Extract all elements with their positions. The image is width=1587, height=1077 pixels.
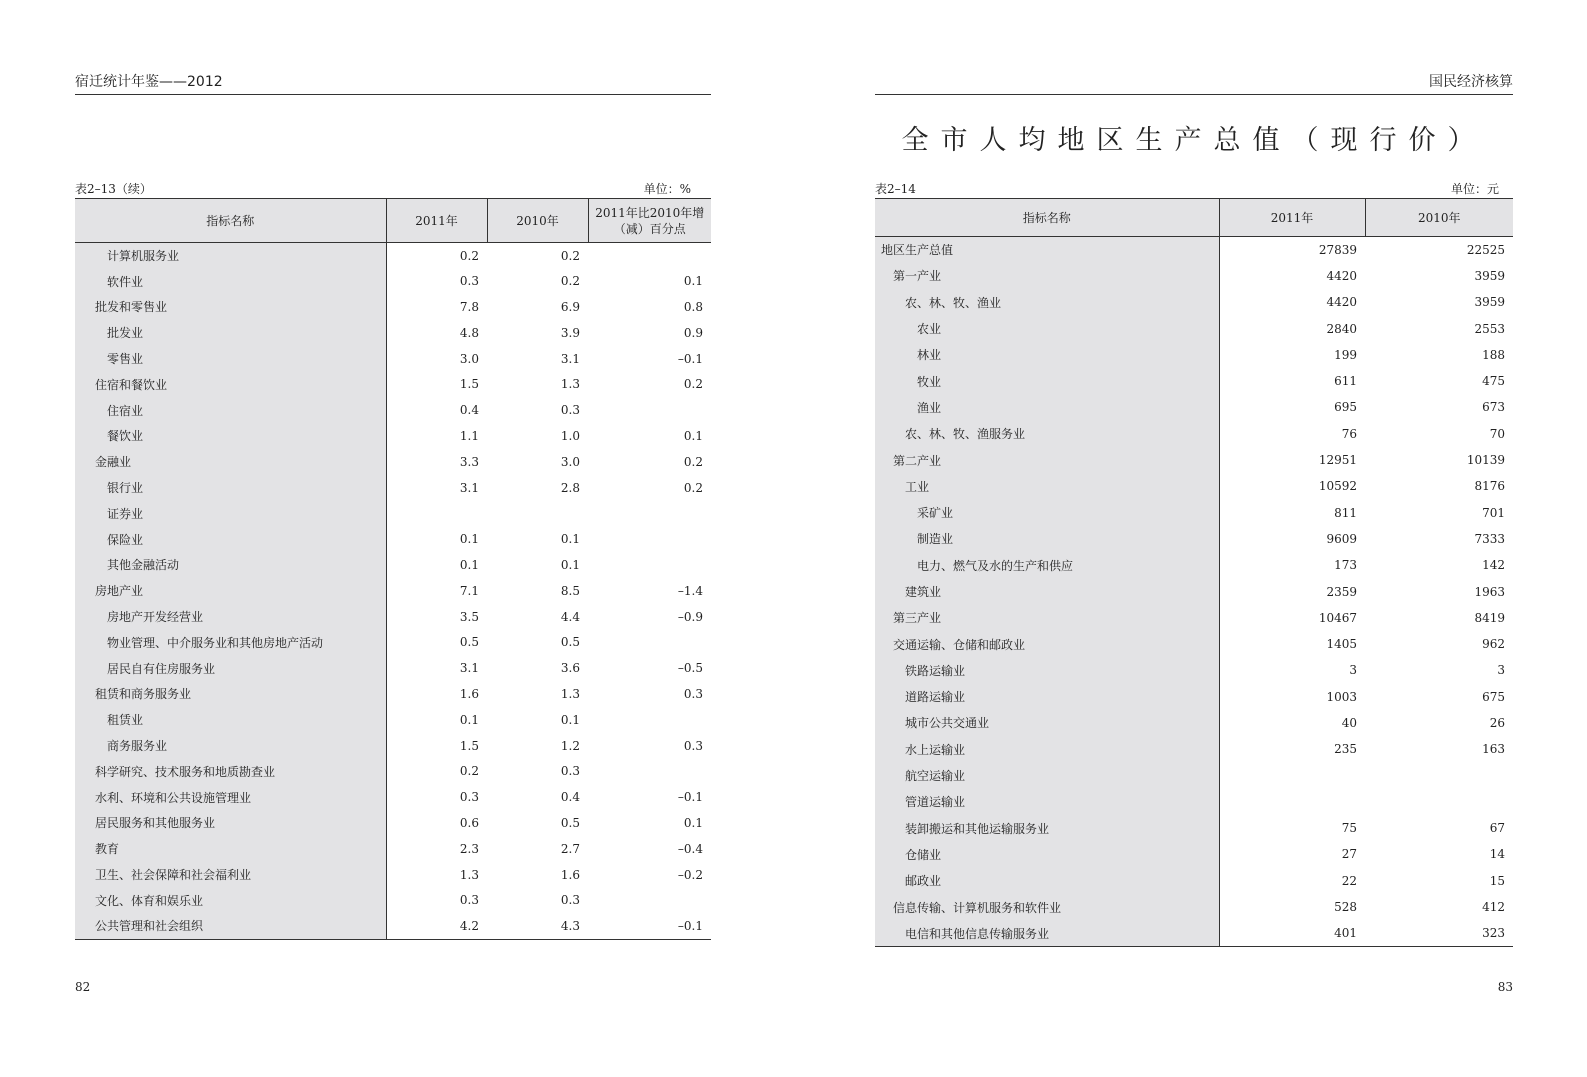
table-row — [875, 894, 1513, 920]
row-value-v3: –0.5 — [677, 661, 703, 676]
row-value-v1: 0.1 — [459, 532, 479, 547]
row-value-v3: 0.3 — [683, 686, 703, 701]
row-value-v3: 0.2 — [683, 480, 703, 495]
table-row — [875, 315, 1513, 341]
row-value-v2: 1.6 — [560, 867, 580, 882]
row-label: 电信和其他信息传输服务业 — [875, 920, 1219, 946]
row-label: 零售业 — [75, 346, 386, 372]
row-value-v1: 1.6 — [459, 686, 479, 701]
row-label: 居民自有住房服务业 — [75, 655, 386, 681]
row-value-v1: 3.1 — [459, 480, 479, 495]
row-label: 农业 — [875, 315, 1219, 341]
row-value-v3 — [588, 758, 711, 784]
row-value-v2: 0.2 — [560, 274, 580, 289]
row-label: 装卸搬运和其他运输服务业 — [875, 815, 1219, 841]
table-row — [875, 657, 1513, 683]
row-value-v2: 673 — [1482, 400, 1505, 415]
row-value-v2: 163 — [1482, 742, 1505, 757]
row-label: 商务服务业 — [75, 733, 386, 759]
row-label: 证券业 — [75, 500, 386, 526]
row-label: 牧业 — [875, 368, 1219, 394]
row-value-v3: 0.1 — [683, 428, 703, 443]
row-label: 房地产业 — [75, 578, 386, 604]
right-data-table — [875, 198, 1513, 947]
row-value-v1: 75 — [1341, 821, 1357, 836]
table-row — [75, 629, 711, 655]
row-value-v2: 1.3 — [560, 686, 580, 701]
left-header-2011: 2011年 — [386, 199, 487, 243]
row-value-v1: 2.3 — [459, 841, 479, 856]
row-value-v1: 528 — [1334, 900, 1357, 915]
row-value-v3: 0.8 — [683, 299, 703, 314]
row-value-v2: 15 — [1489, 873, 1505, 888]
row-label: 批发和零售业 — [75, 294, 386, 320]
table-row — [75, 346, 711, 372]
row-value-v3 — [588, 243, 711, 269]
row-label: 租赁业 — [75, 707, 386, 733]
table-row — [75, 268, 711, 294]
table-row — [75, 397, 711, 423]
row-value-v1: 199 — [1334, 347, 1357, 362]
row-value-v2: 3959 — [1474, 295, 1505, 310]
row-value-v1: 811 — [1334, 505, 1357, 520]
row-value-v3: –0.1 — [677, 351, 703, 366]
table-row — [75, 423, 711, 449]
table-row — [875, 684, 1513, 710]
table-row — [75, 913, 711, 939]
table-row — [75, 604, 711, 630]
row-value-v1: 12951 — [1318, 453, 1357, 468]
row-value-v1: 27 — [1341, 847, 1357, 862]
row-value-v1: 40 — [1341, 715, 1357, 730]
row-label: 工业 — [875, 473, 1219, 499]
row-value-v2: 10139 — [1466, 453, 1505, 468]
row-value-v2 — [487, 500, 588, 526]
table-row — [75, 681, 711, 707]
row-value-v2 — [1365, 762, 1513, 788]
row-value-v2: 475 — [1482, 374, 1505, 389]
row-value-v2: 6.9 — [560, 299, 580, 314]
row-value-v3: –1.4 — [677, 583, 703, 598]
row-value-v1: 611 — [1334, 374, 1357, 389]
table-row — [75, 449, 711, 475]
left-header-change: 2011年比2010年增（减）百分点 — [588, 199, 711, 243]
row-label: 农、林、牧、渔业 — [875, 289, 1219, 315]
row-value-v2: 3.1 — [560, 351, 580, 366]
table-row — [875, 920, 1513, 946]
right-table-header-row — [875, 199, 1513, 237]
table-row — [75, 294, 711, 320]
row-value-v2: 0.5 — [560, 815, 580, 830]
row-value-v1: 0.2 — [459, 764, 479, 779]
row-value-v3 — [588, 500, 711, 526]
row-value-v1: 2840 — [1326, 321, 1357, 336]
row-value-v2: 3 — [1497, 663, 1505, 678]
row-value-v1: 401 — [1219, 920, 1365, 946]
row-label: 银行业 — [75, 475, 386, 501]
row-value-v2: 0.1 — [560, 557, 580, 572]
table-row — [75, 887, 711, 913]
row-value-v2: 1963 — [1474, 584, 1505, 599]
row-label: 其他金融活动 — [75, 552, 386, 578]
row-value-v1: 4.2 — [386, 913, 487, 939]
row-value-v1: 22 — [1341, 873, 1357, 888]
table-row — [75, 371, 711, 397]
row-value-v2: 2.7 — [560, 841, 580, 856]
left-data-table — [75, 198, 711, 940]
row-label: 水利、环境和公共设施管理业 — [75, 784, 386, 810]
row-value-v1: 10592 — [1318, 479, 1357, 494]
row-label: 农、林、牧、渔服务业 — [875, 421, 1219, 447]
row-value-v2: 0.4 — [560, 790, 580, 805]
row-label: 电力、燃气及水的生产和供应 — [875, 552, 1219, 578]
row-value-v1: 1003 — [1326, 689, 1357, 704]
table-row — [75, 733, 711, 759]
row-value-v3: 0.9 — [683, 325, 703, 340]
table-row — [75, 784, 711, 810]
table-row — [75, 526, 711, 552]
row-value-v3: –0.2 — [677, 867, 703, 882]
row-value-v3: 0.2 — [683, 454, 703, 469]
left-running-head-text: 宿迁统计年鉴——2012 — [75, 74, 223, 90]
row-value-v2: 962 — [1482, 637, 1505, 652]
row-label: 交通运输、仓储和邮政业 — [875, 631, 1219, 657]
row-value-v2: 3.9 — [560, 325, 580, 340]
row-value-v1: 0.2 — [459, 248, 479, 263]
row-label: 科学研究、技术服务和地质勘查业 — [75, 758, 386, 784]
row-label: 文化、体育和娱乐业 — [75, 887, 386, 913]
row-value-v2: 4.4 — [560, 609, 580, 624]
row-value-v1: 2359 — [1326, 584, 1357, 599]
row-label: 第二产业 — [875, 447, 1219, 473]
row-value-v2: 188 — [1482, 347, 1505, 362]
right-running-head-text: 国民经济核算 — [1429, 74, 1513, 90]
row-value-v2: 2553 — [1474, 321, 1505, 336]
row-label: 卫生、社会保障和社会福利业 — [75, 862, 386, 888]
row-value-v2: 14 — [1489, 847, 1505, 862]
row-label: 信息传输、计算机服务和软件业 — [875, 894, 1219, 920]
row-label: 建筑业 — [875, 578, 1219, 604]
row-value-v1: 3.1 — [459, 661, 479, 676]
row-value-v1: 1405 — [1326, 637, 1357, 652]
row-label: 林业 — [875, 342, 1219, 368]
right-table-title: 全市人均地区生产总值（现行价） — [901, 125, 1487, 156]
row-value-v2: 3.6 — [560, 661, 580, 676]
right-header-2010: 2010年 — [1365, 199, 1513, 237]
row-label: 制造业 — [875, 526, 1219, 552]
row-value-v3 — [588, 629, 711, 655]
row-value-v2: 0.3 — [560, 893, 580, 908]
row-label: 铁路运输业 — [875, 657, 1219, 683]
row-value-v2: 8176 — [1474, 479, 1505, 494]
row-value-v2: 70 — [1489, 426, 1505, 441]
table-row — [875, 868, 1513, 894]
row-label: 道路运输业 — [875, 684, 1219, 710]
row-value-v1: 3.5 — [459, 609, 479, 624]
table-row — [75, 475, 711, 501]
row-label: 居民服务和其他服务业 — [75, 810, 386, 836]
row-value-v2: 0.2 — [560, 248, 580, 263]
row-value-v2: 0.3 — [560, 403, 580, 418]
row-value-v2: 1.0 — [560, 428, 580, 443]
table-row — [875, 237, 1513, 263]
right-table-number: 表2–14 — [875, 182, 916, 196]
row-label: 第三产业 — [875, 605, 1219, 631]
row-value-v2: 26 — [1489, 715, 1505, 730]
row-label: 公共管理和社会组织 — [75, 913, 386, 939]
row-label: 第一产业 — [875, 263, 1219, 289]
right-unit: 单位：元 — [1450, 182, 1499, 196]
table-row — [875, 394, 1513, 420]
row-label: 住宿和餐饮业 — [75, 371, 386, 397]
row-label: 保险业 — [75, 526, 386, 552]
row-value-v2: 3959 — [1474, 268, 1505, 283]
row-value-v1: 0.1 — [459, 712, 479, 727]
row-value-v3: –0.1 — [588, 913, 711, 939]
row-label: 城市公共交通业 — [875, 710, 1219, 736]
table-row — [75, 810, 711, 836]
row-value-v2: 412 — [1482, 900, 1505, 915]
right-header-name: 指标名称 — [875, 199, 1219, 237]
left-header-name: 指标名称 — [75, 199, 386, 243]
right-running-head — [875, 74, 1513, 95]
row-label: 管道运输业 — [875, 789, 1219, 815]
table-row — [875, 552, 1513, 578]
table-row — [75, 320, 711, 346]
row-value-v2: 675 — [1482, 689, 1505, 704]
row-value-v1: 10467 — [1318, 610, 1357, 625]
row-label: 渔业 — [875, 394, 1219, 420]
row-value-v2: 142 — [1482, 558, 1505, 573]
row-value-v1: 0.3 — [459, 274, 479, 289]
table-row — [875, 526, 1513, 552]
row-label: 餐饮业 — [75, 423, 386, 449]
row-value-v1: 0.3 — [459, 893, 479, 908]
table-row — [75, 500, 711, 526]
table-row — [75, 862, 711, 888]
table-row — [75, 578, 711, 604]
row-value-v2: 4.3 — [487, 913, 588, 939]
row-label: 采矿业 — [875, 499, 1219, 525]
table-row — [875, 631, 1513, 657]
row-label: 地区生产总值 — [875, 237, 1219, 263]
row-label: 航空运输业 — [875, 762, 1219, 788]
row-value-v1 — [386, 500, 487, 526]
row-label: 批发业 — [75, 320, 386, 346]
table-row — [75, 243, 711, 269]
row-value-v1: 3.3 — [459, 454, 479, 469]
row-value-v2: 1.3 — [560, 377, 580, 392]
table-row — [75, 707, 711, 733]
row-value-v2: 0.3 — [560, 764, 580, 779]
row-value-v2: 2.8 — [560, 480, 580, 495]
row-value-v2: 701 — [1482, 505, 1505, 520]
right-header-2011: 2011年 — [1219, 199, 1365, 237]
row-label: 水上运输业 — [875, 736, 1219, 762]
row-value-v3 — [588, 552, 711, 578]
row-value-v2: 8419 — [1474, 610, 1505, 625]
row-label: 教育 — [75, 836, 386, 862]
left-table-number: 表2–13（续） — [75, 182, 152, 196]
row-value-v2: 7333 — [1474, 531, 1505, 546]
table-row — [875, 815, 1513, 841]
row-value-v1: 695 — [1334, 400, 1357, 415]
row-label: 物业管理、中介服务业和其他房地产活动 — [75, 629, 386, 655]
row-value-v3: 0.1 — [683, 274, 703, 289]
row-label: 邮政业 — [875, 868, 1219, 894]
row-value-v2: 22525 — [1466, 242, 1505, 257]
row-label: 金融业 — [75, 449, 386, 475]
right-page-number: 83 — [1497, 980, 1513, 994]
left-page — [75, 0, 711, 1077]
row-value-v1: 0.5 — [459, 635, 479, 650]
table-row — [875, 263, 1513, 289]
left-unit: 单位：% — [643, 182, 691, 196]
row-value-v1: 4420 — [1326, 295, 1357, 310]
row-value-v1: 0.6 — [459, 815, 479, 830]
row-value-v3: –0.9 — [677, 609, 703, 624]
row-value-v1 — [1219, 762, 1365, 788]
row-value-v1: 9609 — [1326, 531, 1357, 546]
row-value-v3: –0.1 — [677, 790, 703, 805]
table-row — [875, 578, 1513, 604]
table-row — [75, 552, 711, 578]
table-row — [875, 762, 1513, 788]
row-value-v1: 0.3 — [459, 790, 479, 805]
row-label: 仓储业 — [875, 841, 1219, 867]
left-header-2010: 2010年 — [487, 199, 588, 243]
row-value-v1 — [1219, 789, 1365, 815]
table-row — [875, 368, 1513, 394]
row-value-v1: 235 — [1334, 742, 1357, 757]
table-row — [875, 736, 1513, 762]
row-label: 租赁和商务服务业 — [75, 681, 386, 707]
row-value-v1: 0.1 — [459, 557, 479, 572]
row-value-v1: 27839 — [1318, 242, 1357, 257]
row-value-v2: 0.1 — [560, 532, 580, 547]
table-row — [875, 342, 1513, 368]
row-value-v3: –0.4 — [677, 841, 703, 856]
row-value-v1: 0.4 — [459, 403, 479, 418]
row-value-v1: 1.1 — [459, 428, 479, 443]
row-value-v3 — [588, 397, 711, 423]
row-value-v2: 0.5 — [560, 635, 580, 650]
table-row — [875, 447, 1513, 473]
table-row — [875, 289, 1513, 315]
row-value-v2: 1.2 — [560, 738, 580, 753]
row-value-v1: 1.3 — [459, 867, 479, 882]
row-label: 住宿业 — [75, 397, 386, 423]
row-value-v1: 4.8 — [459, 325, 479, 340]
row-value-v1: 3 — [1349, 663, 1357, 678]
row-value-v1: 4420 — [1326, 268, 1357, 283]
row-value-v3 — [588, 887, 711, 913]
row-value-v1: 7.1 — [459, 583, 479, 598]
row-value-v3: 0.2 — [683, 377, 703, 392]
row-value-v2: 323 — [1365, 920, 1513, 946]
row-value-v3: 0.1 — [683, 815, 703, 830]
row-value-v3: 0.3 — [683, 738, 703, 753]
table-row — [875, 473, 1513, 499]
right-page — [875, 0, 1513, 1077]
row-label: 软件业 — [75, 268, 386, 294]
left-page-number: 82 — [75, 980, 91, 994]
row-label: 计算机服务业 — [75, 243, 386, 269]
table-row — [75, 758, 711, 784]
left-running-head — [75, 74, 711, 95]
table-row — [875, 841, 1513, 867]
row-value-v1: 76 — [1341, 426, 1357, 441]
row-value-v2: 0.1 — [560, 712, 580, 727]
table-row — [75, 655, 711, 681]
row-value-v3 — [588, 526, 711, 552]
row-value-v2 — [1365, 789, 1513, 815]
row-value-v3 — [588, 707, 711, 733]
row-value-v1: 7.8 — [459, 299, 479, 314]
row-value-v2: 67 — [1489, 821, 1505, 836]
row-value-v1: 1.5 — [459, 738, 479, 753]
table-row — [875, 605, 1513, 631]
table-row — [75, 836, 711, 862]
table-row — [875, 789, 1513, 815]
table-row — [875, 421, 1513, 447]
table-row — [875, 499, 1513, 525]
row-value-v2: 3.0 — [560, 454, 580, 469]
left-table-header-row — [75, 199, 711, 243]
row-label: 房地产开发经营业 — [75, 604, 386, 630]
row-value-v1: 1.5 — [459, 377, 479, 392]
table-row — [875, 710, 1513, 736]
row-value-v2: 8.5 — [560, 583, 580, 598]
row-value-v1: 173 — [1334, 558, 1357, 573]
row-value-v1: 3.0 — [459, 351, 479, 366]
